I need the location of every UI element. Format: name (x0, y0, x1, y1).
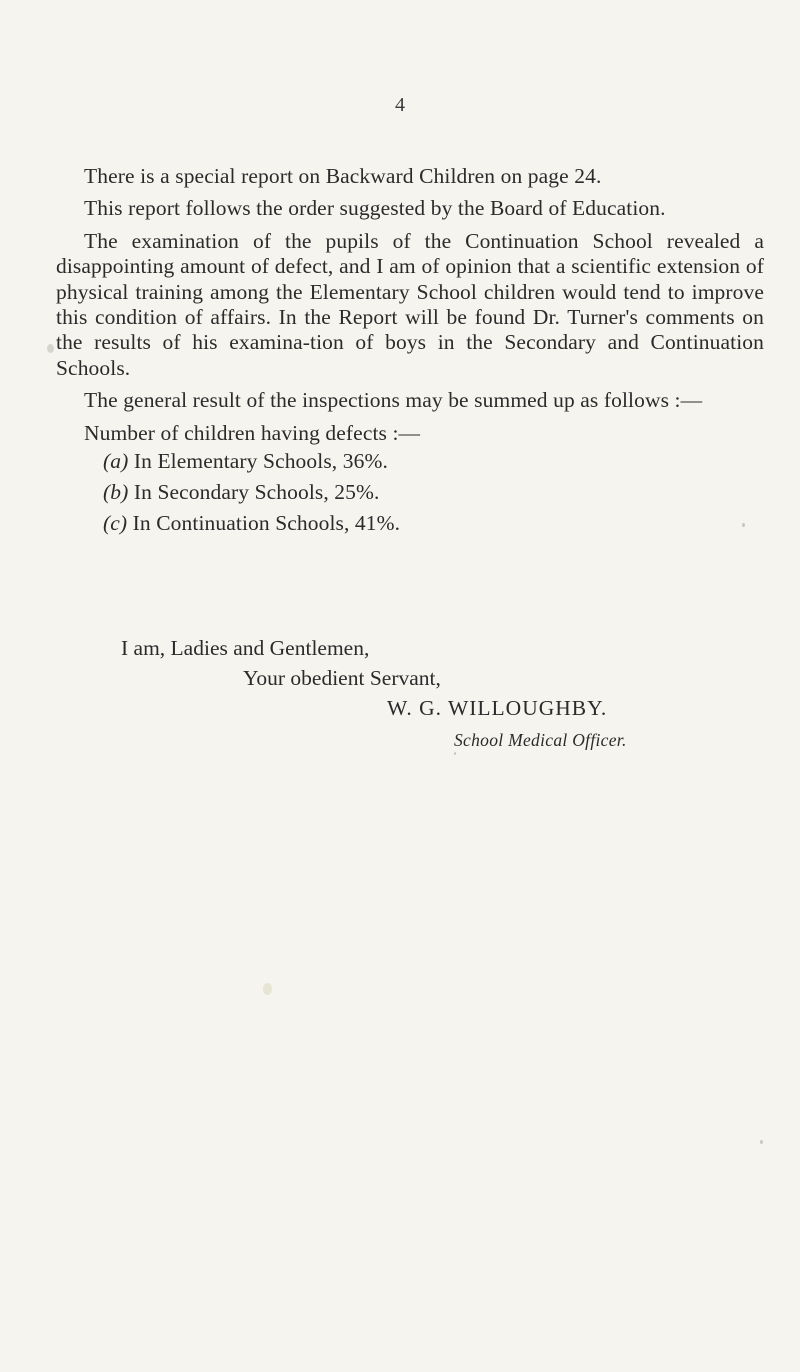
list-item-text: In Secondary Schools, 25%. (133, 480, 380, 505)
list-item-text: In Elementary Schools, 36%. (133, 449, 388, 474)
list-item (103, 508, 764, 539)
valediction: Your obedient Servant, (243, 666, 441, 690)
defects-list (56, 446, 764, 539)
list-item (103, 446, 764, 477)
paragraph-general-result: The general result of the inspections may be summed up as follows :— (84, 388, 703, 413)
paragraph-backward-children: There is a special report on Backward Children on page 24. (84, 164, 602, 188)
signer-title: School Medical Officer. (454, 730, 627, 750)
list-item-text: In Continuation Schools, 41%. (132, 511, 401, 536)
page-number: 4 (395, 94, 405, 116)
report-body (56, 164, 764, 539)
list-item (103, 477, 764, 508)
paper-speck (47, 344, 54, 353)
list-marker: (c) (103, 511, 128, 536)
salutation: I am, Ladies and Gentlemen, (121, 636, 370, 660)
paper-speck (263, 983, 272, 995)
list-marker: (b) (103, 480, 129, 505)
paragraph-order: This report follows the order suggested by the Board of Education. (84, 196, 666, 221)
signer-name: W. G. WILLOUGHBY. (387, 696, 608, 720)
paper-speck (454, 752, 456, 755)
defects-heading: Number of children having defects :— (84, 420, 421, 445)
paper-speck (742, 523, 745, 527)
paper-speck (760, 1140, 763, 1144)
list-marker: (a) (103, 449, 129, 474)
paragraph-examination: The examination of the pupils of the Continuation School revealed a disappointing amount of defect, and I am of opinion that a scientific extension of physical training among the Elementary School children would tend to improve this condition of affairs. In the Report will be found Dr. Turner's comments on the results of his examina-tion of boys in the Secondary and Continuation Schools. (56, 228, 764, 380)
